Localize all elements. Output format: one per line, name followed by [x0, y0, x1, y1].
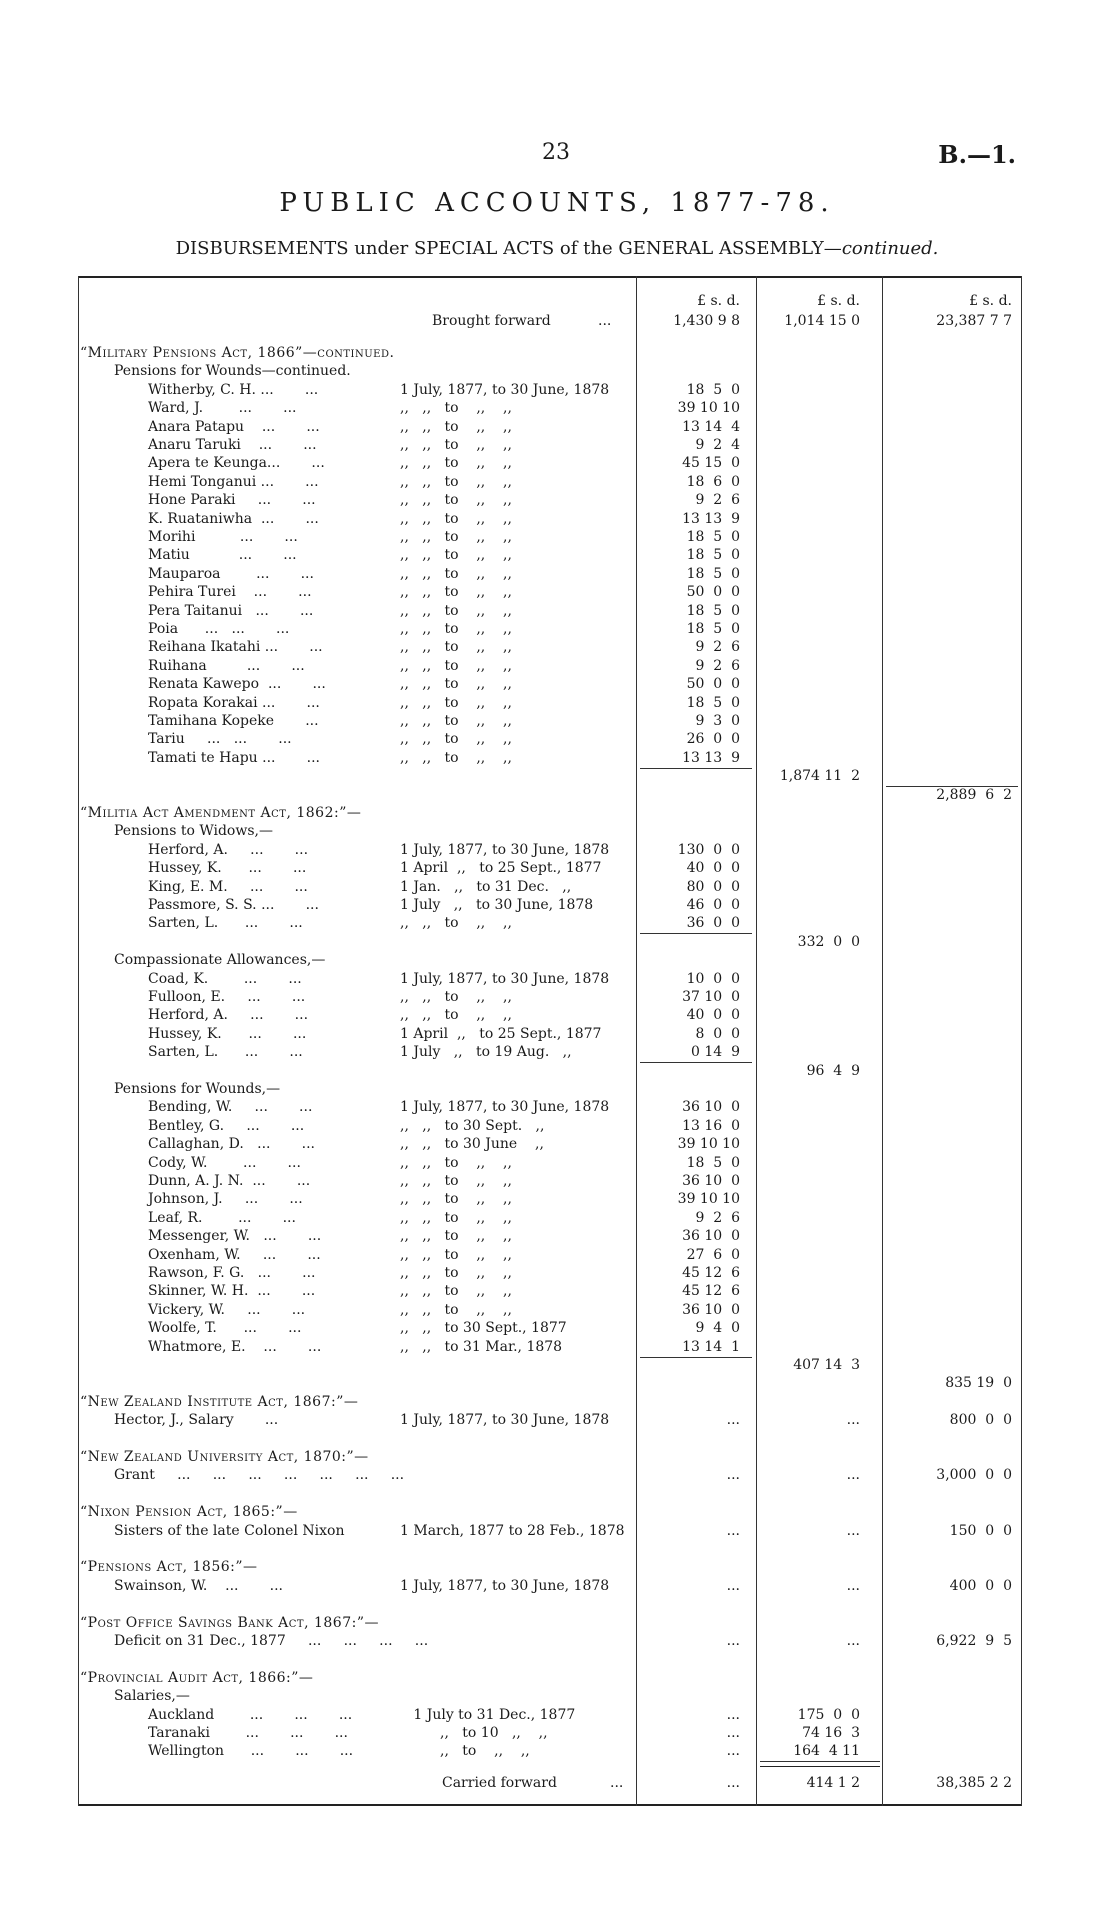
brought-forward-value: 1,014 15 0 [784, 313, 860, 329]
row-description: Renata Kawepo ... ... [148, 676, 326, 693]
row-amount-detail: 10 0 0 [686, 970, 740, 987]
row-description: Ruihana ... ... [148, 657, 305, 674]
row-description: Taranaki ... ... ... [148, 1725, 348, 1741]
row-amount-total: 800 0 0 [949, 1412, 1012, 1429]
row-description: Leaf, R. ... ... [148, 1209, 296, 1226]
table-row [80, 1411, 1020, 1429]
row-period: ,, ,, to 30 Sept., 1877 [400, 1320, 567, 1337]
row-description: Herford, A. ... ... [148, 1007, 309, 1024]
row-amount-subtotal: ... [846, 1577, 860, 1594]
row-amount-subtotal: ... [846, 1467, 860, 1484]
row-period: ,, ,, to ,, ,, [400, 621, 512, 637]
brought-forward-value: 1,430 9 8 [673, 313, 740, 329]
row-description: Pensions for Wounds—continued. [114, 363, 351, 380]
table-row [80, 1043, 1020, 1061]
row-amount-detail: 18 5 0 [686, 547, 740, 564]
row-description: Wellington ... ... ... [148, 1743, 354, 1760]
row-amount-detail: 80 0 0 [686, 878, 740, 895]
row-period: ,, ,, to ,, ,, [400, 584, 512, 601]
row-amount-detail: 40 0 0 [686, 860, 740, 877]
carried-forward-rule [760, 1766, 880, 1767]
table-row [80, 436, 1020, 454]
table-row [80, 1595, 1020, 1613]
row-amount-total: 3,000 0 0 [936, 1467, 1012, 1484]
row-period: ,, ,, to ,, ,, [400, 1265, 512, 1281]
row-period: ,, ,, to ,, ,, [400, 676, 512, 693]
row-description: Tamihana Kopeke ... [148, 713, 319, 729]
row-period: 1 July, 1877, to 30 June, 1878 [400, 1099, 610, 1116]
table-row [80, 970, 1020, 988]
row-period: ,, ,, to ,, ,, [400, 1191, 512, 1208]
table-row [80, 1282, 1020, 1300]
row-period: ,, ,, to ,, ,, [400, 437, 512, 453]
row-description: Ward, J. ... ... [148, 400, 297, 417]
row-description: Cody, W. ... ... [148, 1154, 301, 1171]
row-period: 1 July, 1877, to 30 June, 1878 [400, 841, 610, 858]
row-amount-subtotal: 175 0 0 [797, 1706, 860, 1723]
table-row [80, 602, 1020, 620]
table-row [80, 767, 1020, 785]
table-row [80, 1706, 1020, 1724]
row-amount-detail: 13 13 9 [682, 510, 740, 527]
table-row [80, 1006, 1020, 1024]
table-row [80, 1522, 1020, 1540]
row-amount-detail: 130 0 0 [677, 841, 740, 858]
brought-forward-row [80, 312, 1020, 330]
table-left-border [78, 276, 79, 1806]
row-amount-detail: ... [726, 1633, 740, 1649]
row-description: Hemi Tonganui ... ... [148, 473, 319, 490]
row-amount-detail: 9 2 6 [695, 492, 740, 509]
row-amount-detail: ... [726, 1412, 740, 1429]
row-description: “Militia Act Amendment Act, 1862:”— [80, 805, 362, 821]
table-row [80, 896, 1020, 914]
section-heading-row [80, 1503, 1020, 1521]
row-description: Matiu ... ... [148, 547, 297, 564]
row-amount-subtotal: 1,874 11 2 [779, 768, 860, 785]
row-description: K. Ruataniwha ... ... [148, 510, 319, 527]
row-amount-subtotal: 164 4 11 [793, 1743, 860, 1760]
row-period: ,, ,, to ,, ,, [400, 1228, 512, 1245]
row-amount-detail: ... [726, 1706, 740, 1723]
row-amount-subtotal: 96 4 9 [806, 1062, 860, 1079]
row-description: Hussey, K. ... ... [148, 860, 307, 877]
row-amount-detail: 39 10 10 [677, 400, 740, 417]
table-row [80, 1742, 1020, 1760]
row-period: 1 July, 1877, to 30 June, 1878 [400, 970, 610, 987]
row-amount-detail: 18 5 0 [686, 621, 740, 637]
row-description: Johnson, J. ... ... [148, 1191, 303, 1208]
row-description: Poia ... ... ... [148, 621, 290, 637]
row-amount-detail: 36 0 0 [686, 915, 740, 932]
row-amount-detail: 9 2 6 [695, 657, 740, 674]
row-period: ,, ,, to ,, ,, [400, 749, 512, 766]
row-amount-detail: 9 2 6 [695, 1209, 740, 1226]
row-amount-subtotal: ... [846, 1522, 860, 1539]
row-description: Tamati te Hapu ... ... [148, 749, 320, 766]
row-description: Salaries,— [114, 1688, 190, 1705]
row-period: 1 April ,, to 25 Sept., 1877 [400, 860, 602, 877]
row-description: Morihi ... ... [148, 529, 298, 545]
table-row [80, 1117, 1020, 1135]
row-description: Callaghan, D. ... ... [148, 1136, 315, 1153]
row-amount-subtotal: 74 16 3 [802, 1725, 860, 1741]
row-period: 1 April ,, to 25 Sept., 1877 [400, 1025, 602, 1042]
row-description: “Pensions Act, 1856:”— [80, 1559, 258, 1576]
brought-forward-value: 23,387 7 7 [936, 313, 1012, 329]
table-row [80, 399, 1020, 417]
row-amount-subtotal: 407 14 3 [793, 1357, 860, 1373]
brought-forward-label: Brought forward [432, 313, 551, 329]
table-row [80, 859, 1020, 877]
row-amount-detail: 36 10 0 [682, 1099, 740, 1116]
row-description: “Nixon Pension Act, 1865:”— [80, 1504, 298, 1521]
row-amount-detail: 18 6 0 [686, 473, 740, 490]
row-amount-detail: ... [726, 1522, 740, 1539]
row-period: ,, ,, to ,, ,, [400, 1173, 512, 1189]
table-row [80, 1264, 1020, 1282]
table-row [80, 1301, 1020, 1319]
section-heading-row [80, 1393, 1020, 1411]
row-description: Oxenham, W. ... ... [148, 1246, 321, 1263]
table-row [80, 510, 1020, 528]
table-row [80, 1135, 1020, 1153]
row-description: Whatmore, E. ... ... [148, 1338, 322, 1355]
row-amount-detail: 9 4 0 [695, 1320, 740, 1337]
row-period: ,, ,, to 31 Mar., 1878 [400, 1338, 563, 1355]
table-row [80, 1577, 1020, 1595]
table-row [80, 657, 1020, 675]
table-row [80, 454, 1020, 472]
row-amount-detail: 40 0 0 [686, 1007, 740, 1024]
page-subtitle: DISBURSEMENTS under SPECIAL ACTS of the GENERAL ASSEMBLY—continued. [175, 238, 939, 259]
row-description: Skinner, W. H. ... ... [148, 1283, 316, 1300]
table-row [80, 1540, 1020, 1558]
table-row [80, 1374, 1020, 1392]
table-row [80, 933, 1020, 951]
table-row [80, 1466, 1020, 1484]
table-row [80, 675, 1020, 693]
row-amount-total: 2,889 6 2 [936, 786, 1012, 803]
table-row [80, 362, 1020, 380]
table-row [80, 565, 1020, 583]
row-description: Bentley, G. ... ... [148, 1117, 305, 1134]
row-amount-detail: 13 13 9 [682, 749, 740, 766]
row-amount-detail: 39 10 10 [677, 1191, 740, 1208]
table-row [80, 491, 1020, 509]
row-amount-detail: 18 5 0 [686, 694, 740, 711]
row-amount-detail: 0 14 9 [691, 1044, 740, 1061]
table-row [80, 1319, 1020, 1337]
row-period: ,, ,, to ,, ,, [400, 473, 512, 490]
table-row [80, 1650, 1020, 1668]
row-description: Coad, K. ... ... [148, 970, 302, 987]
row-period: ,, ,, to ,, ,, [400, 400, 512, 417]
row-amount-detail: ... [726, 1725, 740, 1741]
row-amount-detail: 9 3 0 [695, 713, 740, 729]
table-row [80, 749, 1020, 767]
carried-forward-value: ... [726, 1775, 740, 1791]
row-description: Mauparoa ... ... [148, 565, 314, 582]
table-row [80, 1227, 1020, 1245]
row-amount-detail: 45 15 0 [682, 455, 740, 472]
row-period: ,, ,, to ,, ,, [400, 602, 512, 619]
row-amount-detail: 37 10 0 [682, 989, 740, 1005]
row-period: ,, ,, to ,, ,, [400, 455, 512, 472]
row-period: ,, ,, to ,, ,, [400, 1209, 512, 1226]
row-amount-detail: 13 14 1 [682, 1338, 740, 1355]
table-row [80, 1062, 1020, 1080]
table-row [80, 730, 1020, 748]
table-row [80, 1209, 1020, 1227]
row-period: ,, ,, to ,, ,, [400, 418, 512, 435]
currency-header: £ s. d. [817, 293, 860, 309]
currency-header: £ s. d. [697, 293, 740, 309]
row-description: Pehira Turei ... ... [148, 584, 312, 601]
row-period: 1 July ,, to 30 June, 1878 [400, 897, 594, 913]
section-heading-row [80, 1669, 1020, 1687]
row-amount-detail: 18 5 0 [686, 1154, 740, 1171]
row-amount-detail: 45 12 6 [682, 1283, 740, 1300]
row-period: 1 July, 1877, to 30 June, 1878 [400, 1412, 610, 1429]
table-row [80, 1430, 1020, 1448]
row-period: ,, ,, to ,, ,, [400, 731, 512, 748]
section-heading-row [80, 1614, 1020, 1632]
row-period: ,, ,, to ,, ,, [400, 1154, 512, 1171]
table-row [80, 1485, 1020, 1503]
document-ref: B.—1. [938, 140, 1016, 169]
row-description: Grant ... ... ... ... ... ... ... [114, 1467, 405, 1484]
section-heading-row [80, 1448, 1020, 1466]
row-description: Bending, W. ... ... [148, 1099, 313, 1116]
table-row [80, 381, 1020, 399]
section-heading-row [80, 1558, 1020, 1576]
page-title: PUBLIC ACCOUNTS, 1877-78. [279, 188, 835, 218]
row-period: ,, ,, to ,, ,, [400, 657, 512, 674]
table-row [80, 988, 1020, 1006]
row-description: Pensions to Widows,— [114, 823, 273, 840]
row-description: Pera Taitanui ... ... [148, 602, 314, 619]
row-period: 1 Jan. ,, to 31 Dec. ,, [400, 878, 572, 895]
table-row [80, 583, 1020, 601]
table-row [80, 1246, 1020, 1264]
row-amount-total: 6,922 9 5 [936, 1633, 1012, 1649]
row-amount-detail: 50 0 0 [686, 584, 740, 601]
row-description: Compassionate Allowances,— [114, 952, 326, 969]
table-row [80, 1338, 1020, 1356]
row-amount-detail: ... [726, 1467, 740, 1484]
table-top-rule [78, 276, 1022, 278]
table-row [80, 528, 1020, 546]
currency-header: £ s. d. [969, 293, 1012, 309]
row-period: ,, ,, to ,, ,, [400, 492, 512, 509]
row-description: Woolfe, T. ... ... [148, 1320, 302, 1337]
row-description: Passmore, S. S. ... ... [148, 897, 319, 913]
row-amount-subtotal: 332 0 0 [797, 933, 860, 950]
row-amount-detail: 13 16 0 [682, 1117, 740, 1134]
row-period: ,, to ,, ,, [400, 1743, 530, 1760]
row-description: “New Zealand University Act, 1870:”— [80, 1449, 369, 1465]
row-period: ,, ,, to ,, ,, [400, 1007, 512, 1024]
table-row [80, 1724, 1020, 1742]
table-row [80, 418, 1020, 436]
row-description: Auckland ... ... ... [148, 1706, 353, 1723]
table-row [80, 1356, 1020, 1374]
row-amount-detail: 13 14 4 [682, 418, 740, 435]
carried-forward-dots: ... [610, 1775, 624, 1791]
row-amount-detail: 36 10 0 [682, 1228, 740, 1245]
row-period: ,, ,, to ,, ,, [400, 547, 512, 564]
table-row [80, 822, 1020, 840]
table-row [80, 786, 1020, 804]
table-row [80, 1154, 1020, 1172]
row-amount-detail: ... [726, 1743, 740, 1760]
section-heading-row [80, 804, 1020, 822]
table-row [80, 638, 1020, 656]
row-amount-detail: 36 10 0 [682, 1173, 740, 1189]
table-row [80, 620, 1020, 638]
table-row [80, 1190, 1020, 1208]
row-description: Anara Patapu ... ... [148, 418, 320, 435]
row-period: ,, ,, to ,, ,, [400, 713, 512, 729]
row-description: Rawson, F. G. ... ... [148, 1265, 316, 1281]
table-row [80, 1080, 1020, 1098]
row-description: “Military Pensions Act, 1866”—continued. [80, 345, 395, 361]
row-description: “New Zealand Institute Act, 1867:”— [80, 1393, 359, 1410]
page-number: 23 [542, 140, 570, 165]
carried-forward-row [80, 1774, 1020, 1792]
row-description: Sarten, L. ... ... [148, 915, 303, 932]
table-row [80, 878, 1020, 896]
row-amount-total: 400 0 0 [949, 1577, 1012, 1594]
row-period: ,, ,, to ,, ,, [400, 1301, 512, 1318]
row-description: Herford, A. ... ... [148, 841, 309, 858]
row-period: ,, to 10 ,, ,, [400, 1725, 548, 1741]
row-amount-detail: 46 0 0 [686, 897, 740, 913]
total-rule [760, 1761, 880, 1762]
row-period: 1 July, 1877, to 30 June, 1878 [400, 1577, 610, 1594]
brought-forward-dots: ... [598, 313, 612, 329]
table-row [80, 1632, 1020, 1650]
row-amount-detail: 18 5 0 [686, 565, 740, 582]
row-period: 1 March, 1877 to 28 Feb., 1878 [400, 1522, 625, 1539]
table-row [80, 1687, 1020, 1705]
row-amount-detail: 9 2 6 [695, 639, 740, 656]
carried-forward-label: Carried forward [442, 1775, 557, 1791]
row-amount-detail: 45 12 6 [682, 1265, 740, 1281]
table-row [80, 1025, 1020, 1043]
row-description: “Provincial Audit Act, 1866:”— [80, 1669, 314, 1686]
row-amount-detail: 50 0 0 [686, 676, 740, 693]
row-period: ,, ,, to ,, ,, [400, 915, 512, 932]
row-period: ,, ,, to ,, ,, [400, 565, 512, 582]
table-row [80, 914, 1020, 932]
table-row [80, 712, 1020, 730]
row-description: Hussey, K. ... ... [148, 1025, 307, 1042]
row-amount-detail: 36 10 0 [682, 1301, 740, 1318]
row-amount-detail: 18 5 0 [686, 529, 740, 545]
row-description: Sisters of the late Colonel Nixon [114, 1522, 345, 1539]
row-amount-detail: 18 5 0 [686, 381, 740, 398]
row-amount-detail: 8 0 0 [695, 1025, 740, 1042]
row-amount-detail: ... [726, 1577, 740, 1594]
row-description: Apera te Keunga... ... [148, 455, 325, 472]
table-right-border [1021, 276, 1022, 1806]
row-amount-total: 150 0 0 [949, 1522, 1012, 1539]
table-bottom-rule [78, 1804, 1022, 1806]
row-amount-detail: 39 10 10 [677, 1136, 740, 1153]
row-description: Sarten, L. ... ... [148, 1044, 303, 1061]
row-period: ,, ,, to 30 Sept. ,, [400, 1117, 545, 1134]
row-amount-subtotal: ... [846, 1412, 860, 1429]
row-amount-detail: 26 0 0 [686, 731, 740, 748]
section-heading-row [80, 344, 1020, 362]
row-description: “Post Office Savings Bank Act, 1867:”— [80, 1614, 379, 1631]
row-description: Vickery, W. ... ... [148, 1301, 306, 1318]
row-description: King, E. M. ... ... [148, 878, 308, 895]
row-period: ,, ,, to ,, ,, [400, 639, 512, 656]
row-description: Anaru Taruki ... ... [148, 437, 317, 453]
row-amount-total: 835 19 0 [945, 1375, 1012, 1392]
row-description: Fulloon, E. ... ... [148, 989, 306, 1005]
row-period: 1 July to 31 Dec., 1877 [400, 1706, 576, 1723]
currency-header-row [80, 292, 1020, 310]
row-description: Tariu ... ... ... [148, 731, 292, 748]
row-amount-detail: 18 5 0 [686, 602, 740, 619]
carried-forward-value: 38,385 2 2 [936, 1775, 1012, 1791]
row-period: 1 July, 1877, to 30 June, 1878 [400, 381, 610, 398]
row-period: ,, ,, to ,, ,, [400, 694, 512, 711]
table-row [80, 694, 1020, 712]
row-description: Witherby, C. H. ... ... [148, 381, 319, 398]
table-row [80, 473, 1020, 491]
table-row [80, 951, 1020, 969]
row-description: Pensions for Wounds,— [114, 1081, 281, 1097]
row-description: Reihana Ikatahi ... ... [148, 639, 323, 656]
row-amount-subtotal: ... [846, 1633, 860, 1649]
row-description: Swainson, W. ... ... [114, 1577, 283, 1594]
row-description: Hector, J., Salary ... [114, 1412, 279, 1429]
table-row [80, 546, 1020, 564]
row-period: ,, ,, to ,, ,, [400, 989, 512, 1005]
row-description: Deficit on 31 Dec., 1877 ... ... ... ... [114, 1633, 429, 1649]
carried-forward-value: 414 1 2 [806, 1775, 860, 1791]
row-amount-detail: 27 6 0 [686, 1246, 740, 1263]
row-period: ,, ,, to ,, ,, [400, 510, 512, 527]
row-amount-detail: 9 2 4 [695, 437, 740, 453]
row-period: ,, ,, to ,, ,, [400, 529, 512, 545]
table-row [80, 841, 1020, 859]
row-period: ,, ,, to ,, ,, [400, 1283, 512, 1300]
row-description: Hone Paraki ... ... [148, 492, 316, 509]
row-description: Dunn, A. J. N. ... ... [148, 1173, 311, 1189]
table-row [80, 1098, 1020, 1116]
row-description: Messenger, W. ... ... [148, 1228, 322, 1245]
row-description: Ropata Korakai ... ... [148, 694, 320, 711]
row-period: ,, ,, to ,, ,, [400, 1246, 512, 1263]
row-period: ,, ,, to 30 June ,, [400, 1136, 544, 1153]
table-row [80, 1172, 1020, 1190]
row-period: 1 July ,, to 19 Aug. ,, [400, 1044, 572, 1061]
